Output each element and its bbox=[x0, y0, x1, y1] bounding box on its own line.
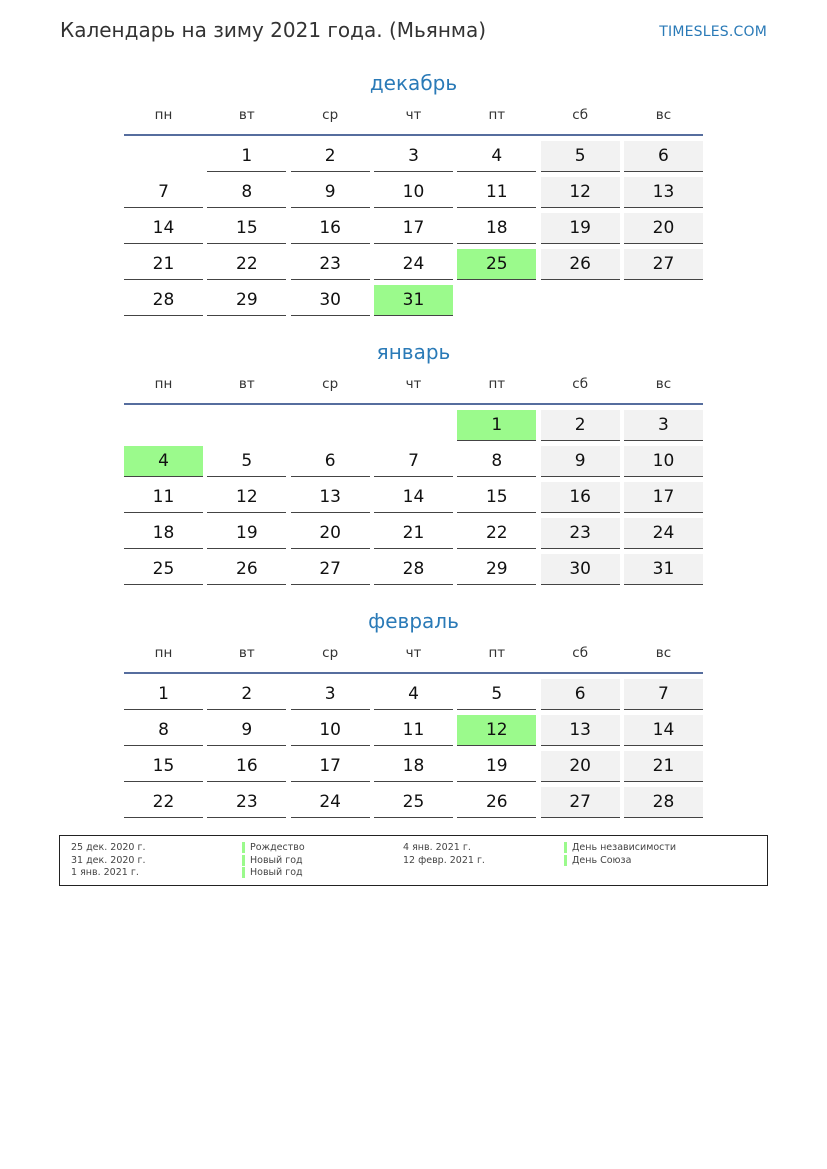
month-name: декабрь bbox=[369, 71, 458, 95]
weekday-header bbox=[124, 104, 703, 134]
holiday-color-mark bbox=[242, 855, 245, 866]
day-cell: 29 bbox=[457, 554, 536, 585]
day-cell: 6 bbox=[624, 141, 703, 172]
day-cell: 6 bbox=[541, 679, 620, 710]
week-row bbox=[124, 751, 703, 787]
day-cell: 10 bbox=[291, 715, 370, 746]
day-cell: 7 bbox=[624, 679, 703, 710]
weekday-label: вт bbox=[238, 645, 255, 661]
day-cell: 18 bbox=[124, 518, 203, 549]
day-cell: 7 bbox=[374, 446, 453, 477]
month-name: февраль bbox=[368, 609, 459, 633]
holiday-color-mark bbox=[242, 842, 245, 853]
day-cell: 13 bbox=[291, 482, 370, 513]
day-cell: 26 bbox=[457, 787, 536, 818]
day-cell: 21 bbox=[374, 518, 453, 549]
month-2 bbox=[124, 606, 703, 823]
week-row bbox=[124, 410, 703, 446]
day-cell: 10 bbox=[374, 177, 453, 208]
day-cell: 26 bbox=[541, 249, 620, 280]
day-cell: 2 bbox=[291, 141, 370, 172]
week-row bbox=[124, 482, 703, 518]
legend-date: 25 дек. 2020 г. bbox=[71, 842, 146, 853]
weekday-label: пн bbox=[154, 376, 173, 392]
weekday-label: вс bbox=[655, 645, 672, 661]
day-cell: 4 bbox=[124, 446, 203, 477]
week-row bbox=[124, 446, 703, 482]
day-cell: 25 bbox=[374, 787, 453, 818]
day-cell: 19 bbox=[457, 751, 536, 782]
day-cell: 17 bbox=[374, 213, 453, 244]
day-cell: 21 bbox=[124, 249, 203, 280]
page-title: Календарь на зиму 2021 года. (Мьянма) bbox=[60, 18, 487, 42]
day-cell: 3 bbox=[291, 679, 370, 710]
day-cell: 24 bbox=[374, 249, 453, 280]
weekday-label: пн bbox=[154, 107, 173, 123]
day-cell: 8 bbox=[207, 177, 286, 208]
week-row bbox=[124, 715, 703, 751]
weekday-label: ср bbox=[322, 376, 339, 392]
week-row bbox=[124, 177, 703, 213]
weekday-label: вт bbox=[238, 376, 255, 392]
week-row bbox=[124, 141, 703, 177]
day-cell: 8 bbox=[457, 446, 536, 477]
week-row bbox=[124, 787, 703, 823]
weekday-label: сб bbox=[572, 645, 589, 661]
day-cell: 22 bbox=[207, 249, 286, 280]
day-cell: 22 bbox=[457, 518, 536, 549]
day-cell: 20 bbox=[541, 751, 620, 782]
legend-date: 4 янв. 2021 г. bbox=[403, 842, 471, 853]
weekday-label: сб bbox=[572, 107, 589, 123]
legend-dates-left bbox=[71, 842, 146, 880]
day-cell: 17 bbox=[624, 482, 703, 513]
day-cell: 14 bbox=[624, 715, 703, 746]
weekday-label: ср bbox=[322, 107, 339, 123]
weekday-label: пт bbox=[488, 645, 506, 661]
day-cell: 18 bbox=[457, 213, 536, 244]
day-cell: 9 bbox=[291, 177, 370, 208]
day-cell: 27 bbox=[624, 249, 703, 280]
day-cell: 23 bbox=[207, 787, 286, 818]
day-cell: 27 bbox=[291, 554, 370, 585]
day-cell: 12 bbox=[207, 482, 286, 513]
legend-holiday-label: День независимости bbox=[572, 842, 677, 853]
day-cell: 23 bbox=[291, 249, 370, 280]
day-cell: 16 bbox=[207, 751, 286, 782]
legend-date: 12 февр. 2021 г. bbox=[403, 854, 485, 866]
day-cell: 13 bbox=[541, 715, 620, 746]
legend-holiday-label: Рождество bbox=[250, 842, 305, 853]
day-grid bbox=[124, 141, 703, 321]
weekday-label: сб bbox=[572, 376, 589, 392]
legend-holiday-name bbox=[242, 867, 305, 880]
day-cell: 21 bbox=[624, 751, 703, 782]
legend-holiday-label: Новый год bbox=[250, 867, 303, 878]
day-cell: 28 bbox=[124, 285, 203, 316]
legend-holiday-name bbox=[564, 842, 676, 855]
week-row bbox=[124, 249, 703, 285]
day-cell: 30 bbox=[541, 554, 620, 585]
week-row bbox=[124, 554, 703, 590]
day-cell: 1 bbox=[207, 141, 286, 172]
day-cell: 29 bbox=[207, 285, 286, 316]
day-cell: 24 bbox=[291, 787, 370, 818]
day-cell: 1 bbox=[457, 410, 536, 441]
day-cell: 2 bbox=[207, 679, 286, 710]
day-cell: 23 bbox=[541, 518, 620, 549]
day-cell: 19 bbox=[207, 518, 286, 549]
site-link[interactable]: TIMESLES.COM bbox=[659, 24, 767, 40]
day-cell: 14 bbox=[374, 482, 453, 513]
legend-holiday-name bbox=[242, 842, 305, 855]
day-cell: 5 bbox=[207, 446, 286, 477]
day-cell: 31 bbox=[624, 554, 703, 585]
weekday-label: пт bbox=[488, 107, 506, 123]
legend-names-left bbox=[242, 842, 305, 880]
day-cell: 24 bbox=[624, 518, 703, 549]
day-cell: 5 bbox=[457, 679, 536, 710]
day-grid bbox=[124, 410, 703, 590]
month-0 bbox=[124, 68, 703, 321]
day-empty bbox=[124, 410, 203, 441]
day-cell: 11 bbox=[124, 482, 203, 513]
day-cell: 25 bbox=[457, 249, 536, 280]
day-cell: 15 bbox=[457, 482, 536, 513]
day-cell: 14 bbox=[124, 213, 203, 244]
weekday-label: вс bbox=[655, 107, 672, 123]
day-empty bbox=[541, 285, 620, 316]
day-empty bbox=[457, 285, 536, 316]
holiday-color-mark bbox=[564, 855, 567, 866]
day-cell: 11 bbox=[374, 715, 453, 746]
weekday-label: ср bbox=[322, 645, 339, 661]
day-cell: 3 bbox=[624, 410, 703, 441]
day-cell: 28 bbox=[624, 787, 703, 818]
week-row bbox=[124, 213, 703, 249]
weekday-label: пт bbox=[488, 376, 506, 392]
day-cell: 5 bbox=[541, 141, 620, 172]
holiday-legend bbox=[59, 835, 768, 886]
day-cell: 7 bbox=[124, 177, 203, 208]
weekday-label: вс bbox=[655, 376, 672, 392]
day-empty bbox=[624, 285, 703, 316]
day-cell: 15 bbox=[207, 213, 286, 244]
weekday-label: вт bbox=[238, 107, 255, 123]
day-cell: 22 bbox=[124, 787, 203, 818]
day-cell: 30 bbox=[291, 285, 370, 316]
day-cell: 3 bbox=[374, 141, 453, 172]
day-cell: 16 bbox=[291, 213, 370, 244]
day-cell: 20 bbox=[624, 213, 703, 244]
day-cell: 6 bbox=[291, 446, 370, 477]
day-cell: 17 bbox=[291, 751, 370, 782]
day-cell: 31 bbox=[374, 285, 453, 316]
day-empty bbox=[374, 410, 453, 441]
day-cell: 4 bbox=[374, 679, 453, 710]
day-cell: 4 bbox=[457, 141, 536, 172]
day-cell: 18 bbox=[374, 751, 453, 782]
weekday-header bbox=[124, 642, 703, 672]
day-cell: 25 bbox=[124, 554, 203, 585]
weekday-label: чт bbox=[405, 645, 422, 661]
day-cell: 20 bbox=[291, 518, 370, 549]
month-rule bbox=[124, 134, 703, 136]
legend-date: 1 янв. 2021 г. bbox=[71, 867, 139, 878]
day-cell: 19 bbox=[541, 213, 620, 244]
day-cell: 12 bbox=[457, 715, 536, 746]
day-cell: 2 bbox=[541, 410, 620, 441]
week-row bbox=[124, 285, 703, 321]
day-cell: 12 bbox=[541, 177, 620, 208]
day-cell: 8 bbox=[124, 715, 203, 746]
legend-holiday-label: День Союза bbox=[572, 854, 632, 866]
day-cell: 13 bbox=[624, 177, 703, 208]
day-cell: 16 bbox=[541, 482, 620, 513]
week-row bbox=[124, 518, 703, 554]
day-cell: 9 bbox=[541, 446, 620, 477]
day-empty bbox=[291, 410, 370, 441]
day-cell: 10 bbox=[624, 446, 703, 477]
legend-holiday-name bbox=[564, 855, 676, 868]
legend-dates-right bbox=[403, 842, 485, 867]
month-name: январь bbox=[376, 340, 451, 364]
day-empty bbox=[207, 410, 286, 441]
day-cell: 1 bbox=[124, 679, 203, 710]
week-row bbox=[124, 679, 703, 715]
day-empty bbox=[124, 141, 203, 172]
legend-holiday-name bbox=[242, 855, 305, 868]
weekday-label: чт bbox=[405, 107, 422, 123]
month-rule bbox=[124, 403, 703, 405]
day-cell: 11 bbox=[457, 177, 536, 208]
day-cell: 9 bbox=[207, 715, 286, 746]
legend-date: 31 дек. 2020 г. bbox=[71, 854, 146, 866]
day-cell: 28 bbox=[374, 554, 453, 585]
month-1 bbox=[124, 337, 703, 590]
weekday-label: чт bbox=[405, 376, 422, 392]
day-cell: 26 bbox=[207, 554, 286, 585]
weekday-header bbox=[124, 373, 703, 403]
weekday-label: пн bbox=[154, 645, 173, 661]
day-cell: 15 bbox=[124, 751, 203, 782]
legend-names-right bbox=[564, 842, 676, 867]
holiday-color-mark bbox=[242, 867, 245, 878]
day-cell: 27 bbox=[541, 787, 620, 818]
day-grid bbox=[124, 679, 703, 823]
holiday-color-mark bbox=[564, 842, 567, 853]
month-rule bbox=[124, 672, 703, 674]
legend-holiday-label: Новый год bbox=[250, 854, 303, 866]
